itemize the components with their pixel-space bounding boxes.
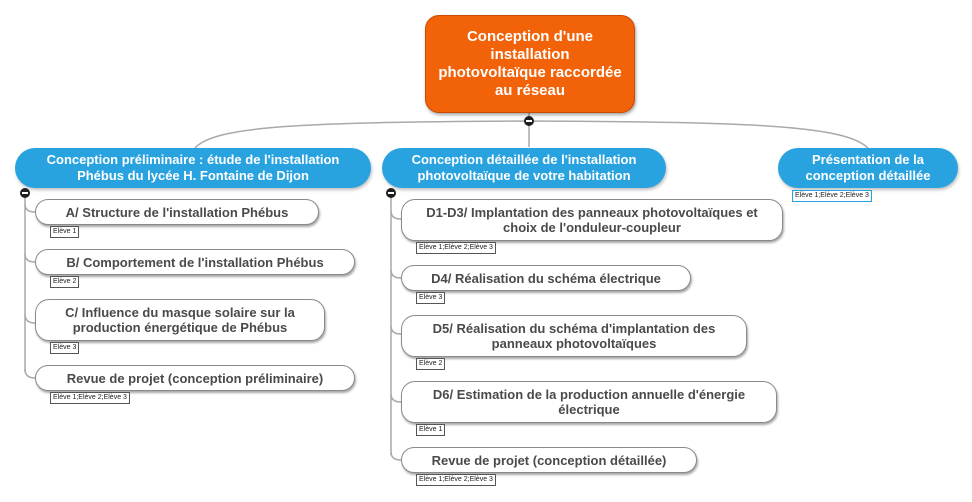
assignee-tag: Elève 1;Elève 2;Elève 3 (416, 474, 496, 486)
topic-revue-detaillee[interactable]: Revue de projet (conception détaillée) (401, 447, 697, 473)
collapse-toggle-icon[interactable] (386, 188, 396, 198)
collapse-toggle-icon[interactable] (20, 188, 30, 198)
root-topic[interactable]: Conception d'une installation photovoltaïque raccordée au réseau (425, 15, 635, 113)
assignee-tag: Elève 3 (50, 342, 79, 354)
assignee-tag: Elève 1;Elève 2;Elève 3 (416, 242, 496, 254)
topic-revue-preliminaire[interactable]: Revue de projet (conception préliminaire) (35, 365, 355, 391)
assignee-tag: Elève 2 (416, 358, 445, 370)
assignee-tag: Elève 1;Elève 2;Elève 3 (792, 190, 872, 202)
topic-estimation-production[interactable]: D6/ Estimation de la production annuelle d'énergie électrique (401, 381, 777, 423)
topic-comportement-phebus[interactable]: B/ Comportement de l'installation Phébus (35, 249, 355, 275)
branch-presentation[interactable]: Présentation de la conception détaillée (778, 148, 958, 188)
topic-masque-solaire[interactable]: C/ Influence du masque solaire sur la production énergétique de Phébus (35, 299, 325, 341)
assignee-tag: Elève 3 (416, 292, 445, 304)
assignee-tag: Elève 2 (50, 276, 79, 288)
branch-conception-detaillee[interactable]: Conception détaillée de l'installation photovoltaïque de votre habitation (382, 148, 666, 188)
topic-schema-implantation[interactable]: D5/ Réalisation du schéma d'implantation des panneaux photovoltaïques (401, 315, 747, 357)
topic-schema-electrique[interactable]: D4/ Réalisation du schéma électrique (401, 265, 691, 291)
branch-conception-preliminaire[interactable]: Conception préliminaire : étude de l'installation Phébus du lycée H. Fontaine de Dijon (15, 148, 371, 188)
collapse-toggle-icon[interactable] (524, 116, 534, 126)
assignee-tag: Elève 1 (50, 226, 79, 238)
topic-structure-phebus[interactable]: A/ Structure de l'installation Phébus (35, 199, 319, 225)
assignee-tag: Elève 1;Elève 2;Elève 3 (50, 392, 130, 404)
assignee-tag: Elève 1 (416, 424, 445, 436)
topic-implantation-onduleur[interactable]: D1-D3/ Implantation des panneaux photovoltaïques et choix de l'onduleur-coupleur (401, 199, 783, 241)
